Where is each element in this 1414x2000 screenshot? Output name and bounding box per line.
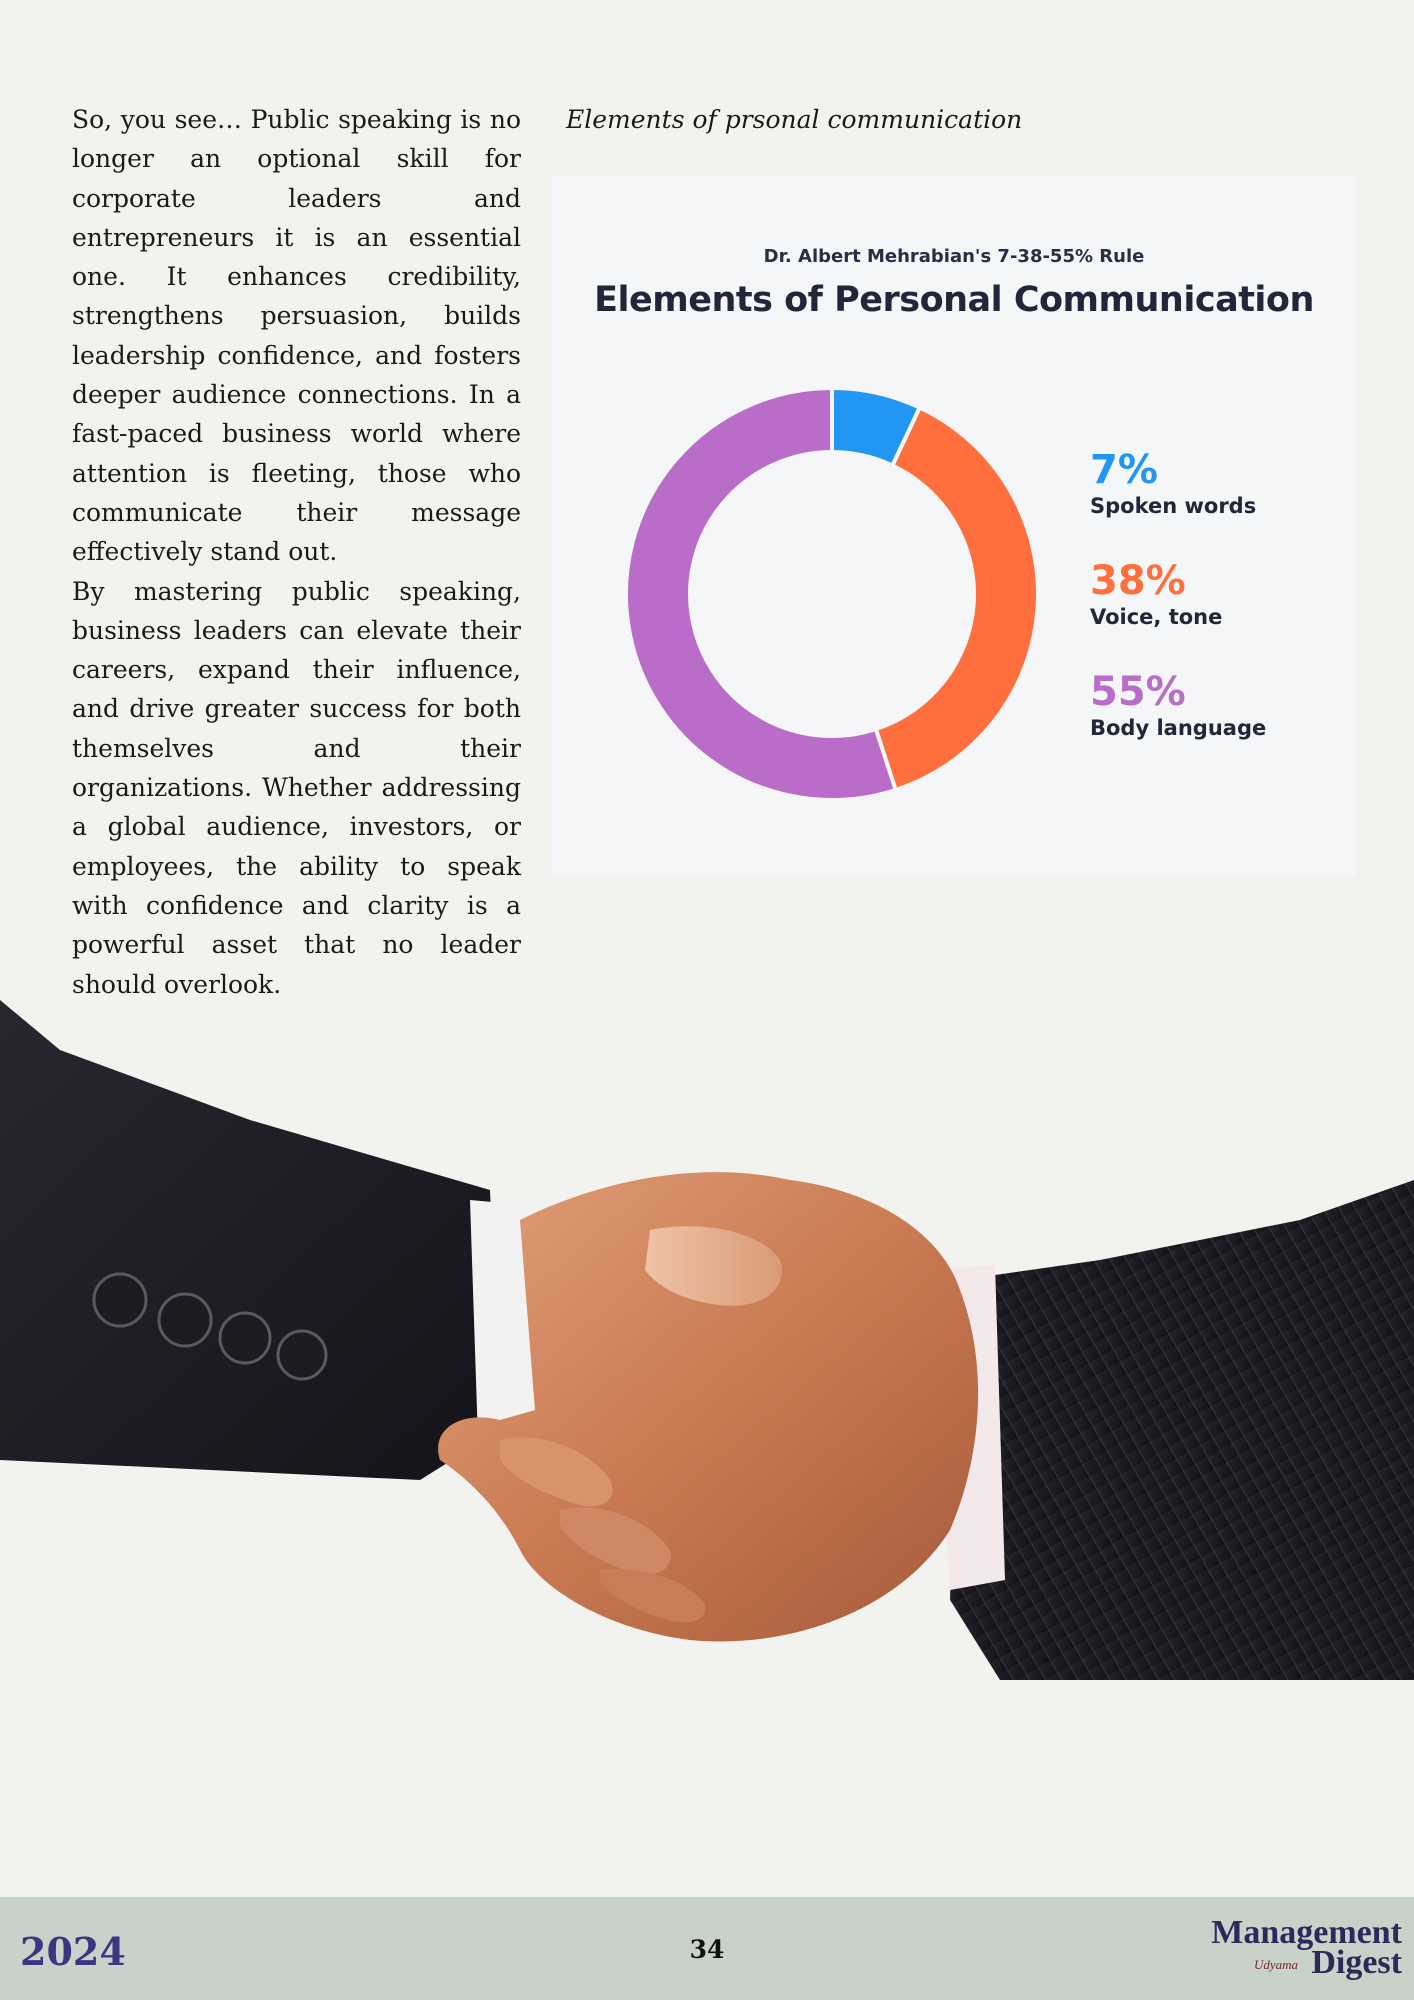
legend-item-body-language [1090, 670, 1350, 781]
figure-caption: Elements of prsonal communication [566, 105, 1023, 134]
legend-percent: 7% [1090, 447, 1158, 493]
donut-slice-voice-tone [876, 408, 1038, 790]
logo-text-top: Management [1211, 1914, 1402, 1951]
infographic-card [552, 176, 1356, 876]
legend-percent: 38% [1090, 558, 1186, 604]
infographic-title: Elements of Personal Communication [594, 280, 1314, 320]
legend-label: Spoken words [1090, 494, 1257, 518]
handshake-photo [0, 990, 1414, 1680]
article-paragraph-1: So, you see… Public speaking is no longer an optional skill for corporate leaders and entrepreneurs it is an essential one. It enhances credibility, strengthens persuasion, builds leadership confidence, and fosters deeper audience connections. In a fast-paced business world where attention is fleeting, those who communicate their message effectively stand out. [72, 105, 521, 567]
management-digest-logo [1196, 1915, 1406, 1985]
legend-item-voice-tone [1090, 559, 1350, 670]
legend-item-spoken-words [1090, 448, 1350, 559]
chart-legend [1090, 448, 1350, 781]
page-footer [0, 1897, 1414, 2000]
logo-text-small: Udyama [1254, 1957, 1299, 1972]
donut-chart [622, 384, 1042, 804]
page-number: 34 [689, 1935, 725, 1964]
article-body [72, 100, 521, 1004]
infographic-subtitle: Dr. Albert Mehrabian's 7-38-55% Rule [763, 246, 1145, 267]
legend-percent: 55% [1090, 669, 1186, 715]
logo-text-bottom: Digest [1311, 1944, 1402, 1981]
legend-label: Body language [1090, 716, 1267, 740]
footer-year: 2024 [20, 1929, 126, 1974]
article-paragraph-2: By mastering public speaking, business leaders can elevate their careers, expand their influence, and drive greater success for both themselves and their organizations. Whether addressing a global audience, investors, or employees, the ability to speak with confidence and clarity is a powerful asset that no leader should overlook. [72, 576, 521, 999]
legend-label: Voice, tone [1090, 605, 1223, 629]
